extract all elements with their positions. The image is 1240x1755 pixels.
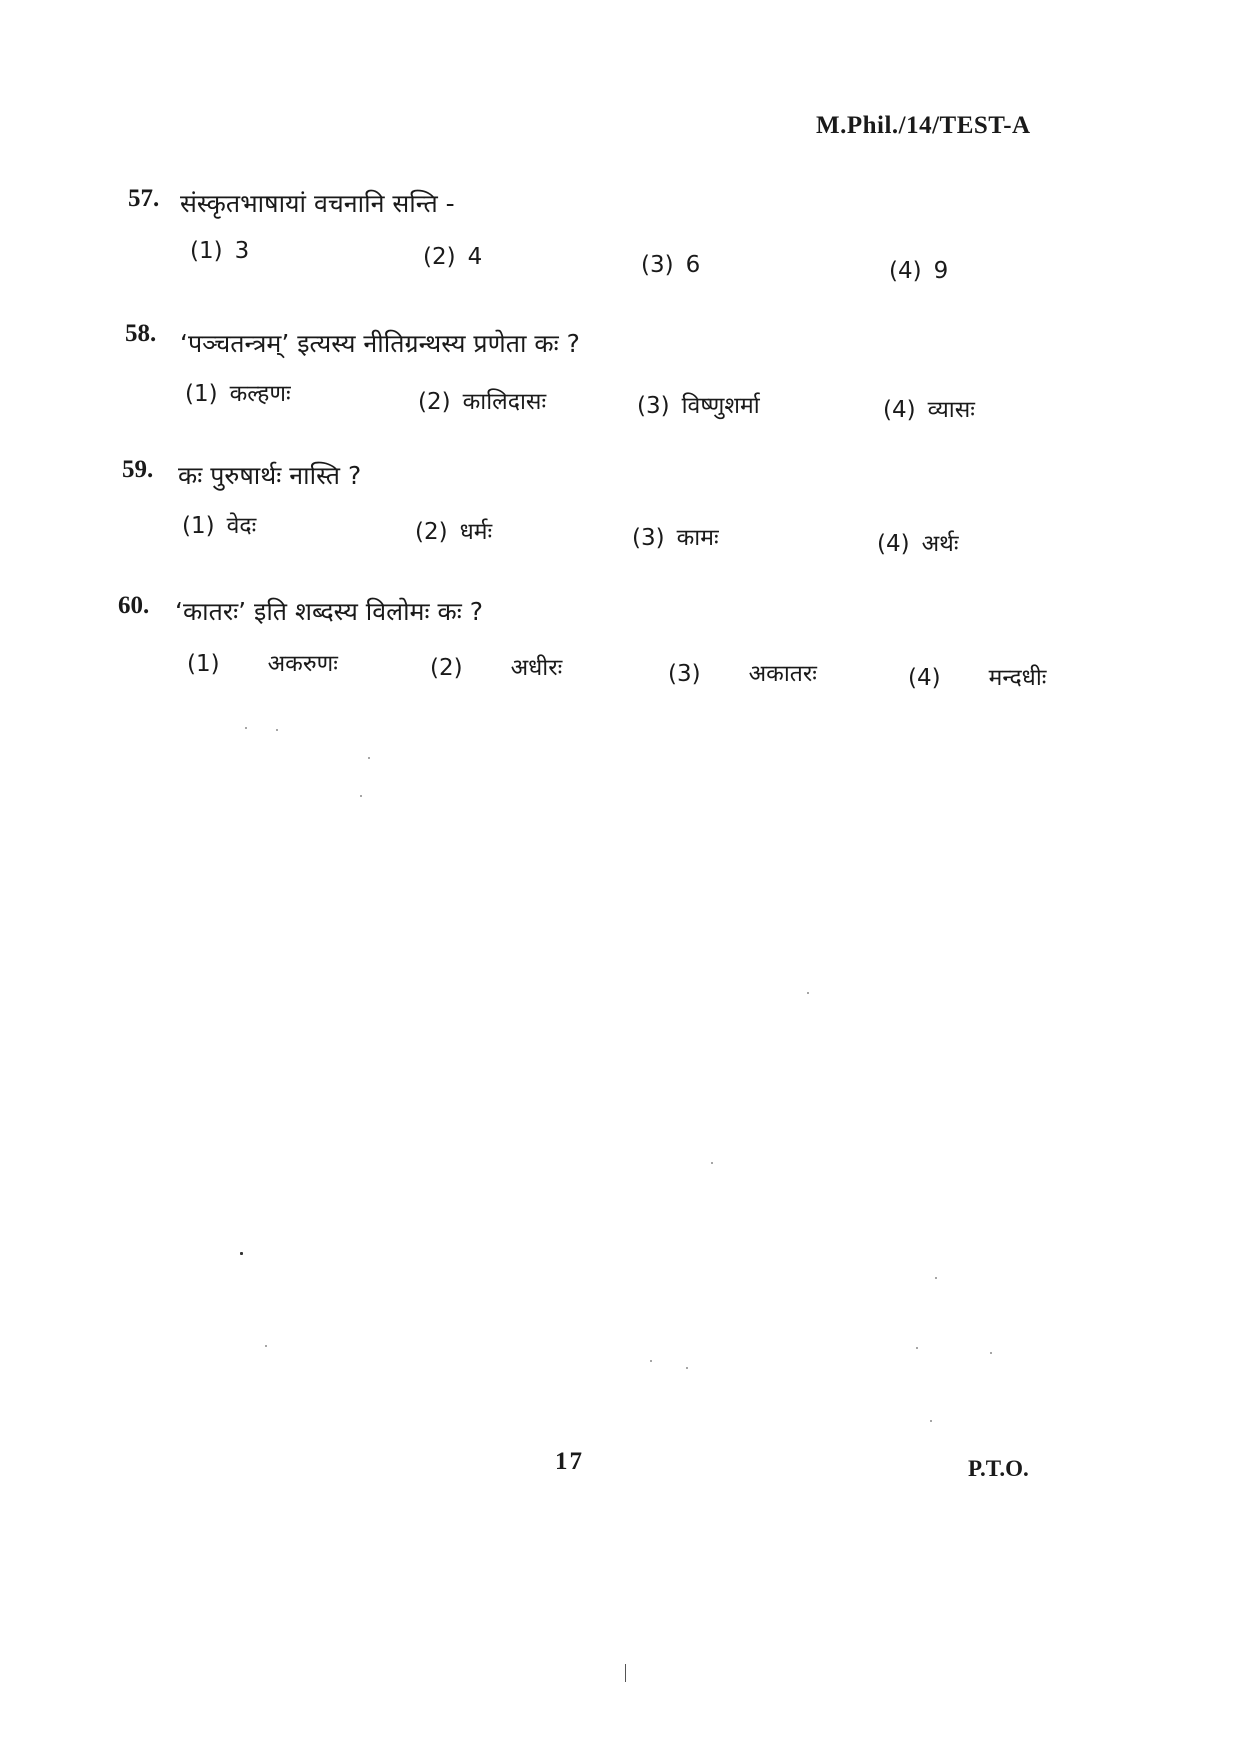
scan-speck <box>368 757 370 759</box>
scan-speck <box>807 992 809 994</box>
paper-code: M.Phil./14/TEST-A <box>816 112 1031 139</box>
option-label: (2) <box>415 519 448 545</box>
scan-speck <box>360 795 362 797</box>
option-3 <box>668 656 817 688</box>
option-3 <box>632 520 719 552</box>
scan-speck <box>276 729 278 731</box>
option-3 <box>637 388 760 420</box>
option-label: (4) <box>889 258 922 284</box>
page-number: 17 <box>555 1448 584 1475</box>
option-4 <box>908 660 1046 692</box>
option-text: 6 <box>685 252 701 278</box>
option-label: (4) <box>883 397 916 423</box>
question-number: 58. <box>125 320 157 347</box>
scan-mark <box>625 1664 626 1682</box>
question-text: कः पुरुषार्थः नास्ति ? <box>178 461 362 490</box>
option-2 <box>423 244 482 270</box>
option-text: 9 <box>933 258 949 284</box>
option-label: (3) <box>632 525 665 551</box>
option-label: (4) <box>877 531 910 557</box>
option-label: (1) <box>182 513 215 539</box>
option-label: (1) <box>190 238 223 264</box>
option-text: कल्हणः <box>229 381 291 407</box>
option-text: मन्दधीः <box>988 665 1047 691</box>
scan-speck <box>240 1252 243 1255</box>
scan-speck <box>686 1367 688 1369</box>
scan-speck <box>935 1277 937 1279</box>
option-text: वेदः <box>226 513 257 539</box>
option-label: (2) <box>430 655 463 681</box>
option-label: (1) <box>185 381 218 407</box>
option-label: (2) <box>418 389 451 415</box>
option-2 <box>415 514 492 546</box>
option-text: अर्थः <box>921 531 959 557</box>
option-4 <box>883 392 975 424</box>
option-1 <box>190 238 249 264</box>
option-2 <box>430 650 562 682</box>
option-1 <box>182 508 256 540</box>
scan-speck <box>650 1360 652 1362</box>
option-text: व्यासः <box>927 397 975 423</box>
option-text: अधीरः <box>510 655 563 681</box>
option-4 <box>889 258 948 284</box>
option-1 <box>187 646 338 678</box>
option-text: कालिदासः <box>462 389 547 415</box>
option-label: (3) <box>637 393 670 419</box>
question-text: संस्कृतभाषायां वचनानि सन्ति - <box>180 189 455 218</box>
option-text: कामः <box>676 525 719 551</box>
option-text: अकरुणः <box>267 651 338 677</box>
option-4 <box>877 526 959 558</box>
option-text: धर्मः <box>459 519 493 545</box>
question-text: ‘पञ्चतन्त्रम्’ इत्यस्य नीतिग्रन्थस्य प्रणेता कः ? <box>180 329 580 358</box>
question-text: ‘कातरः’ इति शब्दस्य विलोमः कः ? <box>175 597 483 626</box>
question-number: 59. <box>122 456 154 483</box>
scan-speck <box>930 1420 932 1422</box>
option-label: (4) <box>908 665 941 691</box>
question-number: 60. <box>118 592 150 619</box>
pto-label: P.T.O. <box>968 1456 1029 1481</box>
option-text: 3 <box>234 238 250 264</box>
option-label: (3) <box>668 661 701 687</box>
option-label: (3) <box>641 252 674 278</box>
option-text: 4 <box>467 244 483 270</box>
scan-speck <box>711 1162 713 1164</box>
option-label: (1) <box>187 651 220 677</box>
scan-speck <box>265 1345 267 1347</box>
scan-speck <box>990 1352 992 1354</box>
option-text: विष्णुशर्मा <box>681 393 760 419</box>
question-number: 57. <box>128 185 160 212</box>
scan-speck <box>245 727 247 729</box>
option-1 <box>185 376 291 408</box>
option-text: अकातरः <box>748 661 817 687</box>
option-3 <box>641 252 700 278</box>
option-2 <box>418 384 546 416</box>
option-label: (2) <box>423 244 456 270</box>
scan-speck <box>916 1347 918 1349</box>
